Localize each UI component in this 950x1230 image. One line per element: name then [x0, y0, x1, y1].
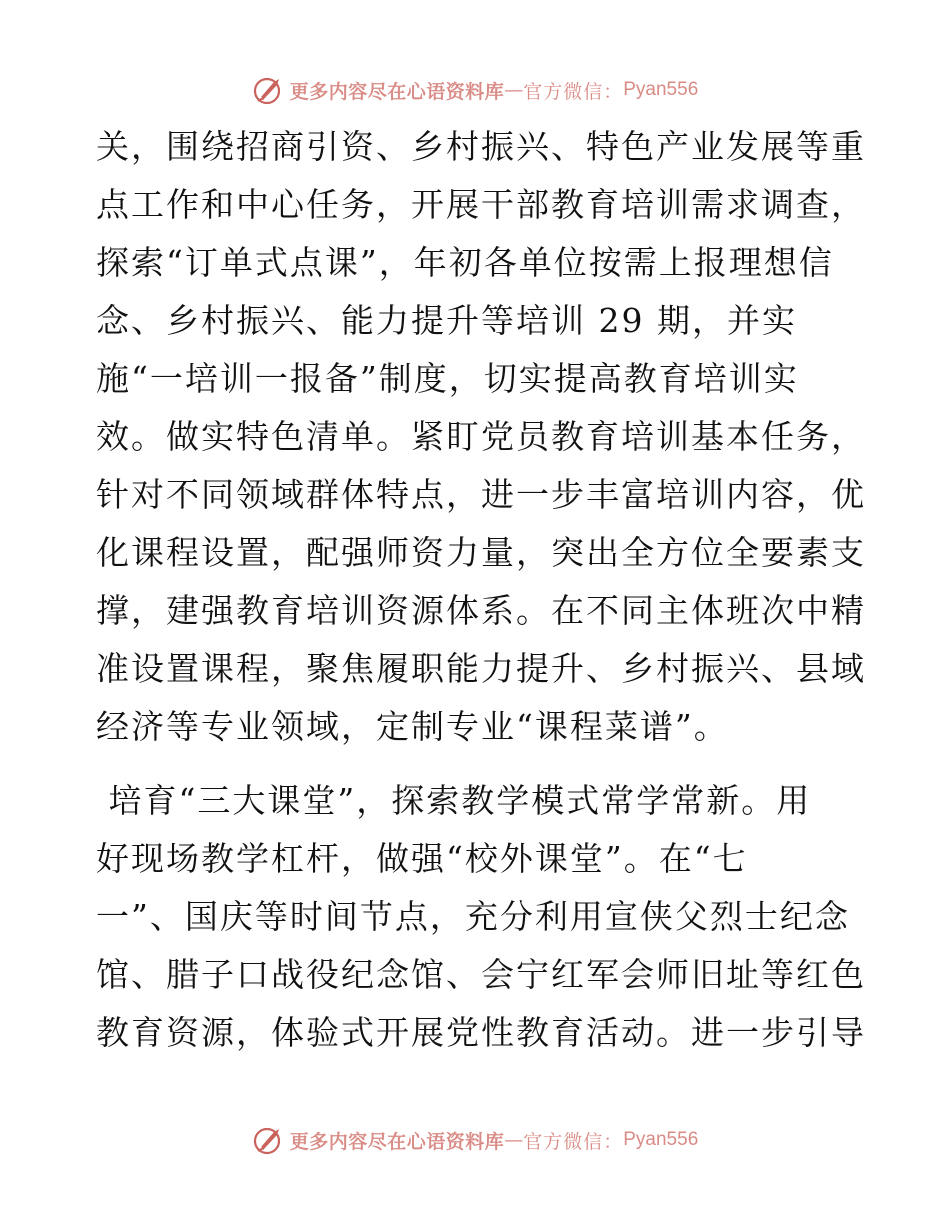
document-body [96, 118, 866, 1062]
text-line: 一”、国庆等时间节点，充分利用宣侠父烈士纪念 [96, 897, 850, 936]
text-line: 施“一培训一报备”制度，切实提高教育培训实 [96, 359, 799, 398]
watermark-official-label: 官方微信： [523, 1130, 624, 1153]
pen-logo-icon [252, 73, 286, 107]
text-line: 馆、腊子口战役纪念馆、会宁红军会师旧址等红色 [96, 955, 866, 994]
paragraph-1 [96, 118, 866, 756]
watermark-wechat-id: Pyan556 [623, 79, 699, 100]
text-line: 针对不同领域群体特点，进一步丰富培训内容，优 [96, 475, 866, 514]
watermark-wechat-id: Pyan556 [623, 1129, 699, 1150]
text-line: 教育资源，体验式开展党性教育活动。进一步引导 [96, 1013, 866, 1052]
watermark-official-label: 官方微信： [523, 80, 624, 103]
text-line: 关，围绕招商引资、乡村振兴、特色产业发展等重 [96, 127, 866, 166]
watermark-separator: — [504, 1129, 524, 1151]
watermark-main-text: 更多内容尽在心语资料库 [289, 80, 505, 103]
text-line: 培育“三大课堂”，探索教学模式常学常新。用 [96, 781, 812, 820]
paragraph-gap [96, 756, 856, 772]
watermark-separator: — [504, 79, 524, 101]
text-line: 探索“订单式点课”，年初各单位按需上报理想信 [96, 243, 834, 282]
watermark-main-text: 更多内容尽在心语资料库 [289, 1130, 505, 1153]
text-line: 准设置课程，聚焦履职能力提升、乡村振兴、县域 [96, 649, 866, 688]
text-line: 撑，建强教育培训资源体系。在不同主体班次中精 [96, 591, 866, 630]
text-line: 念、乡村振兴、能力提升等培训 29 期，并实 [96, 301, 797, 340]
text-line: 化课程设置，配强师资力量，突出全方位全要素支 [96, 533, 866, 572]
pen-logo-icon [252, 1123, 286, 1157]
header-watermark [0, 70, 950, 110]
text-line: 点工作和中心任务，开展干部教育培训需求调查， [96, 185, 866, 224]
text-line: 经济等专业领域，定制专业“课程菜谱”。 [96, 707, 729, 746]
paragraph-2 [96, 772, 866, 1062]
text-line: 好现场教学杠杆，做强“校外课堂”。在“七 [96, 839, 748, 878]
footer-watermark [0, 1120, 950, 1160]
text-line: 效。做实特色清单。紧盯党员教育培训基本任务， [96, 417, 866, 456]
